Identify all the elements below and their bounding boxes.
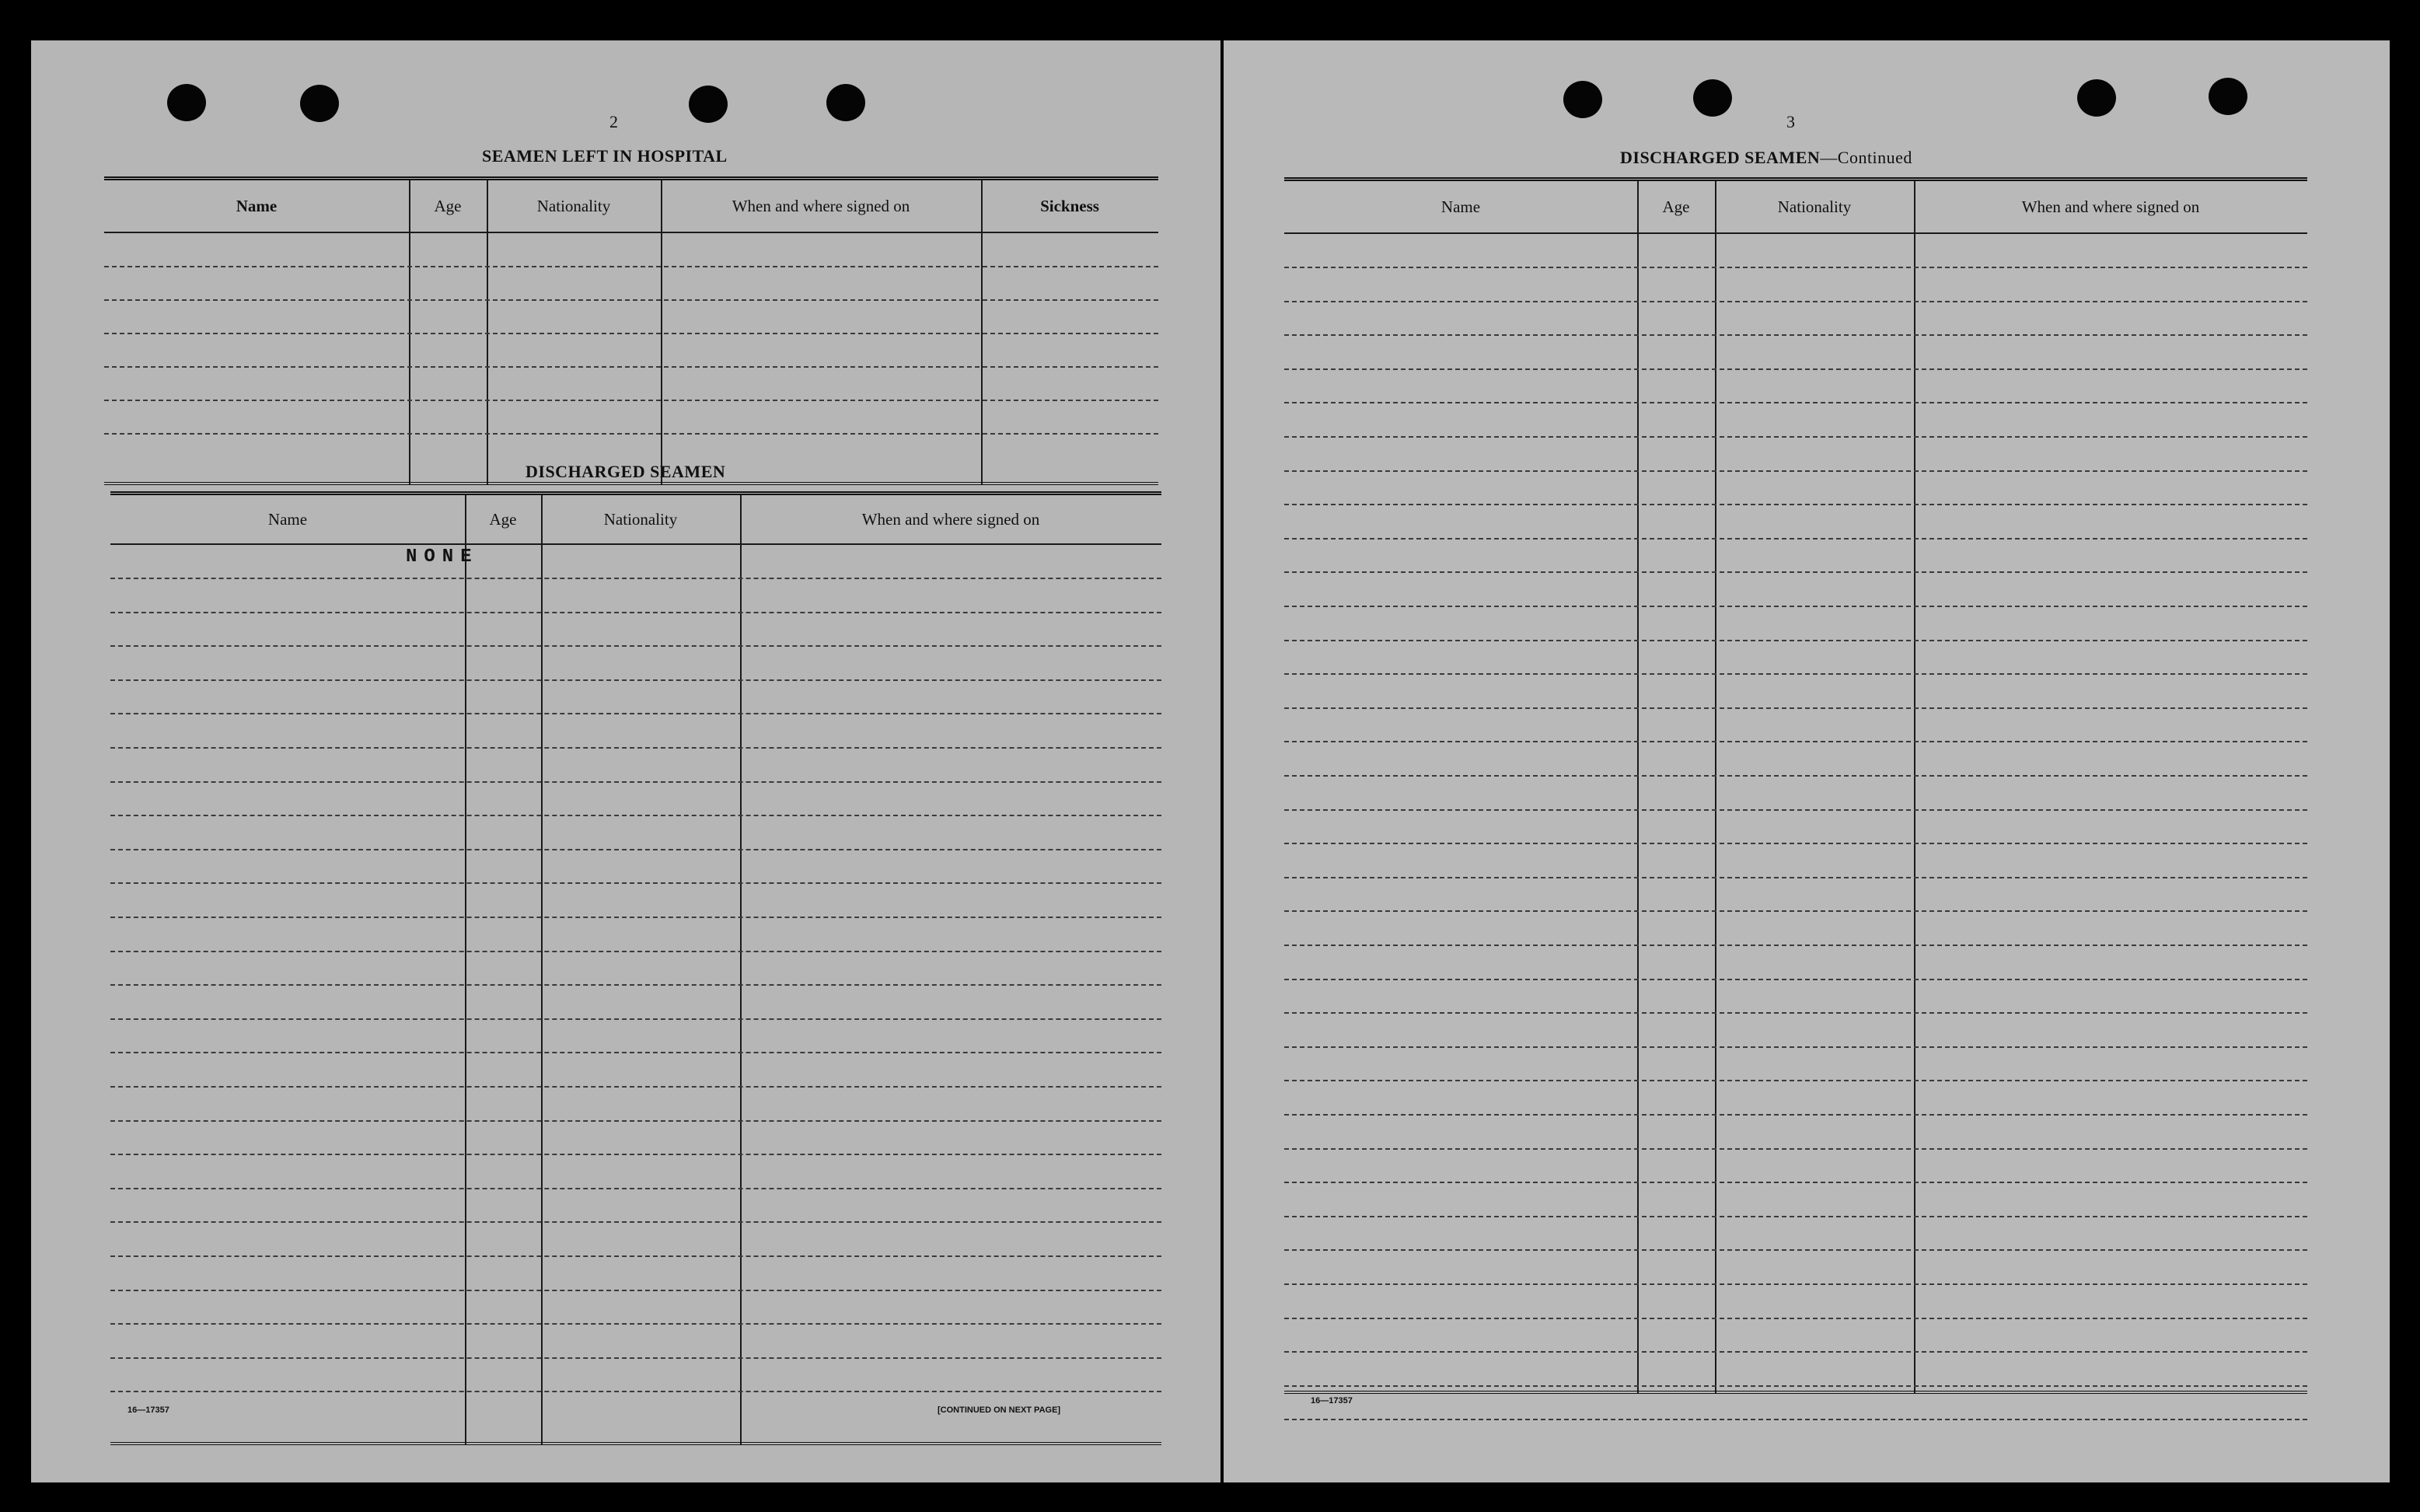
table-row [110, 1120, 1161, 1122]
table-row [110, 882, 1161, 884]
table-row [1284, 267, 2307, 268]
table-row [110, 578, 1161, 579]
table-row [1284, 504, 2307, 505]
header-name: Name [1440, 197, 1481, 216]
table-bottom-rule [104, 482, 1158, 485]
table-row [110, 1154, 1161, 1155]
table-row [1284, 979, 2307, 980]
discharged-continued-header [1284, 181, 2307, 234]
table-row [110, 984, 1161, 986]
table-row [1284, 571, 2307, 573]
table-row [1284, 1148, 2307, 1150]
header-age: Age [489, 509, 517, 529]
table-row [1284, 1249, 2307, 1251]
page-number: 3 [1786, 112, 1795, 131]
hospital-table-header [104, 180, 1158, 233]
punch-hole [2077, 79, 2116, 117]
right-page [1224, 40, 2390, 1482]
table-row [1284, 1351, 2307, 1353]
table-row [1284, 910, 2307, 912]
header-name: Name [267, 509, 308, 529]
header-nationality: Nationality [603, 509, 678, 529]
table-row [110, 1391, 1161, 1392]
table-row [1284, 1283, 2307, 1285]
table-row [1284, 741, 2307, 742]
table-bottom-rule [1284, 1391, 2307, 1394]
table-row [110, 1221, 1161, 1223]
table-row [110, 1188, 1161, 1189]
table-row [104, 333, 1158, 334]
table-bottom-rule [110, 1442, 1161, 1445]
punch-hole [300, 85, 339, 122]
form-number: 16—17357 [127, 1405, 169, 1415]
table-row [110, 781, 1161, 783]
discharged-table [110, 491, 1161, 1445]
table-row [1284, 538, 2307, 540]
table-row [110, 1290, 1161, 1291]
table-row [1284, 334, 2307, 336]
discharged-continued-table [1284, 177, 2307, 1394]
table-row [1284, 301, 2307, 302]
left-page [31, 40, 1220, 1482]
table-row [110, 849, 1161, 850]
table-row [1284, 470, 2307, 472]
punch-hole [2209, 78, 2247, 115]
table-row [110, 713, 1161, 714]
table-row [1284, 843, 2307, 844]
continued-note: [CONTINUED ON NEXT PAGE] [938, 1405, 1061, 1415]
table-row [1284, 775, 2307, 777]
punch-hole [1693, 79, 1732, 117]
table-row [1284, 707, 2307, 709]
form-number: 16—17357 [1311, 1396, 1353, 1405]
table-row [110, 612, 1161, 613]
header-when-where: When and where signed on [732, 196, 910, 215]
table-row [1284, 1216, 2307, 1217]
table-row [1284, 945, 2307, 946]
header-nationality: Nationality [1777, 197, 1852, 216]
table-row [1284, 436, 2307, 438]
punch-hole [826, 84, 865, 121]
punch-hole [167, 84, 206, 121]
table-row [110, 645, 1161, 647]
header-name: Name [236, 196, 278, 215]
discharged-table-header [110, 495, 1161, 545]
table-row [1284, 809, 2307, 811]
hospital-table [104, 176, 1158, 485]
table-row [1284, 1114, 2307, 1116]
table-row [1284, 1012, 2307, 1014]
table-row [1284, 673, 2307, 675]
table-row [1284, 368, 2307, 370]
table-row [110, 1052, 1161, 1053]
table-row [110, 1323, 1161, 1325]
table-row [1284, 1385, 2307, 1387]
table-row [110, 1018, 1161, 1020]
table-row [110, 917, 1161, 918]
header-age: Age [434, 196, 462, 215]
table-row [1284, 1080, 2307, 1081]
table-row [110, 679, 1161, 681]
page-number: 2 [609, 112, 618, 131]
table-row [110, 951, 1161, 952]
table-row [110, 1357, 1161, 1359]
discharged-continued-title: DISCHARGED SEAMEN—Continued [1620, 148, 1912, 167]
table-row [104, 299, 1158, 301]
table-row [1284, 1046, 2307, 1048]
header-when-where: When and where signed on [861, 509, 1040, 529]
table-row [1284, 1419, 2307, 1420]
header-nationality: Nationality [536, 196, 611, 215]
punch-hole [1563, 81, 1602, 118]
table-row [104, 433, 1158, 435]
header-when-where: When and where signed on [2021, 197, 2200, 216]
hospital-section-title: SEAMEN LEFT IN HOSPITAL [482, 146, 728, 166]
table-row [1284, 640, 2307, 641]
table-row [110, 815, 1161, 816]
table-row [1284, 606, 2307, 607]
punch-hole [689, 86, 728, 123]
header-sickness: Sickness [1040, 196, 1099, 215]
table-row [110, 1086, 1161, 1088]
typed-entry-none: NONE [406, 546, 479, 567]
table-row [104, 366, 1158, 368]
discharged-section-title: DISCHARGED SEAMEN [526, 462, 726, 481]
table-row [1284, 1318, 2307, 1319]
table-row [104, 266, 1158, 267]
header-age: Age [1662, 197, 1690, 216]
table-row [1284, 877, 2307, 878]
table-row [1284, 402, 2307, 403]
table-row [1284, 1182, 2307, 1183]
table-row [104, 400, 1158, 401]
table-row [110, 747, 1161, 749]
table-row [110, 1255, 1161, 1257]
